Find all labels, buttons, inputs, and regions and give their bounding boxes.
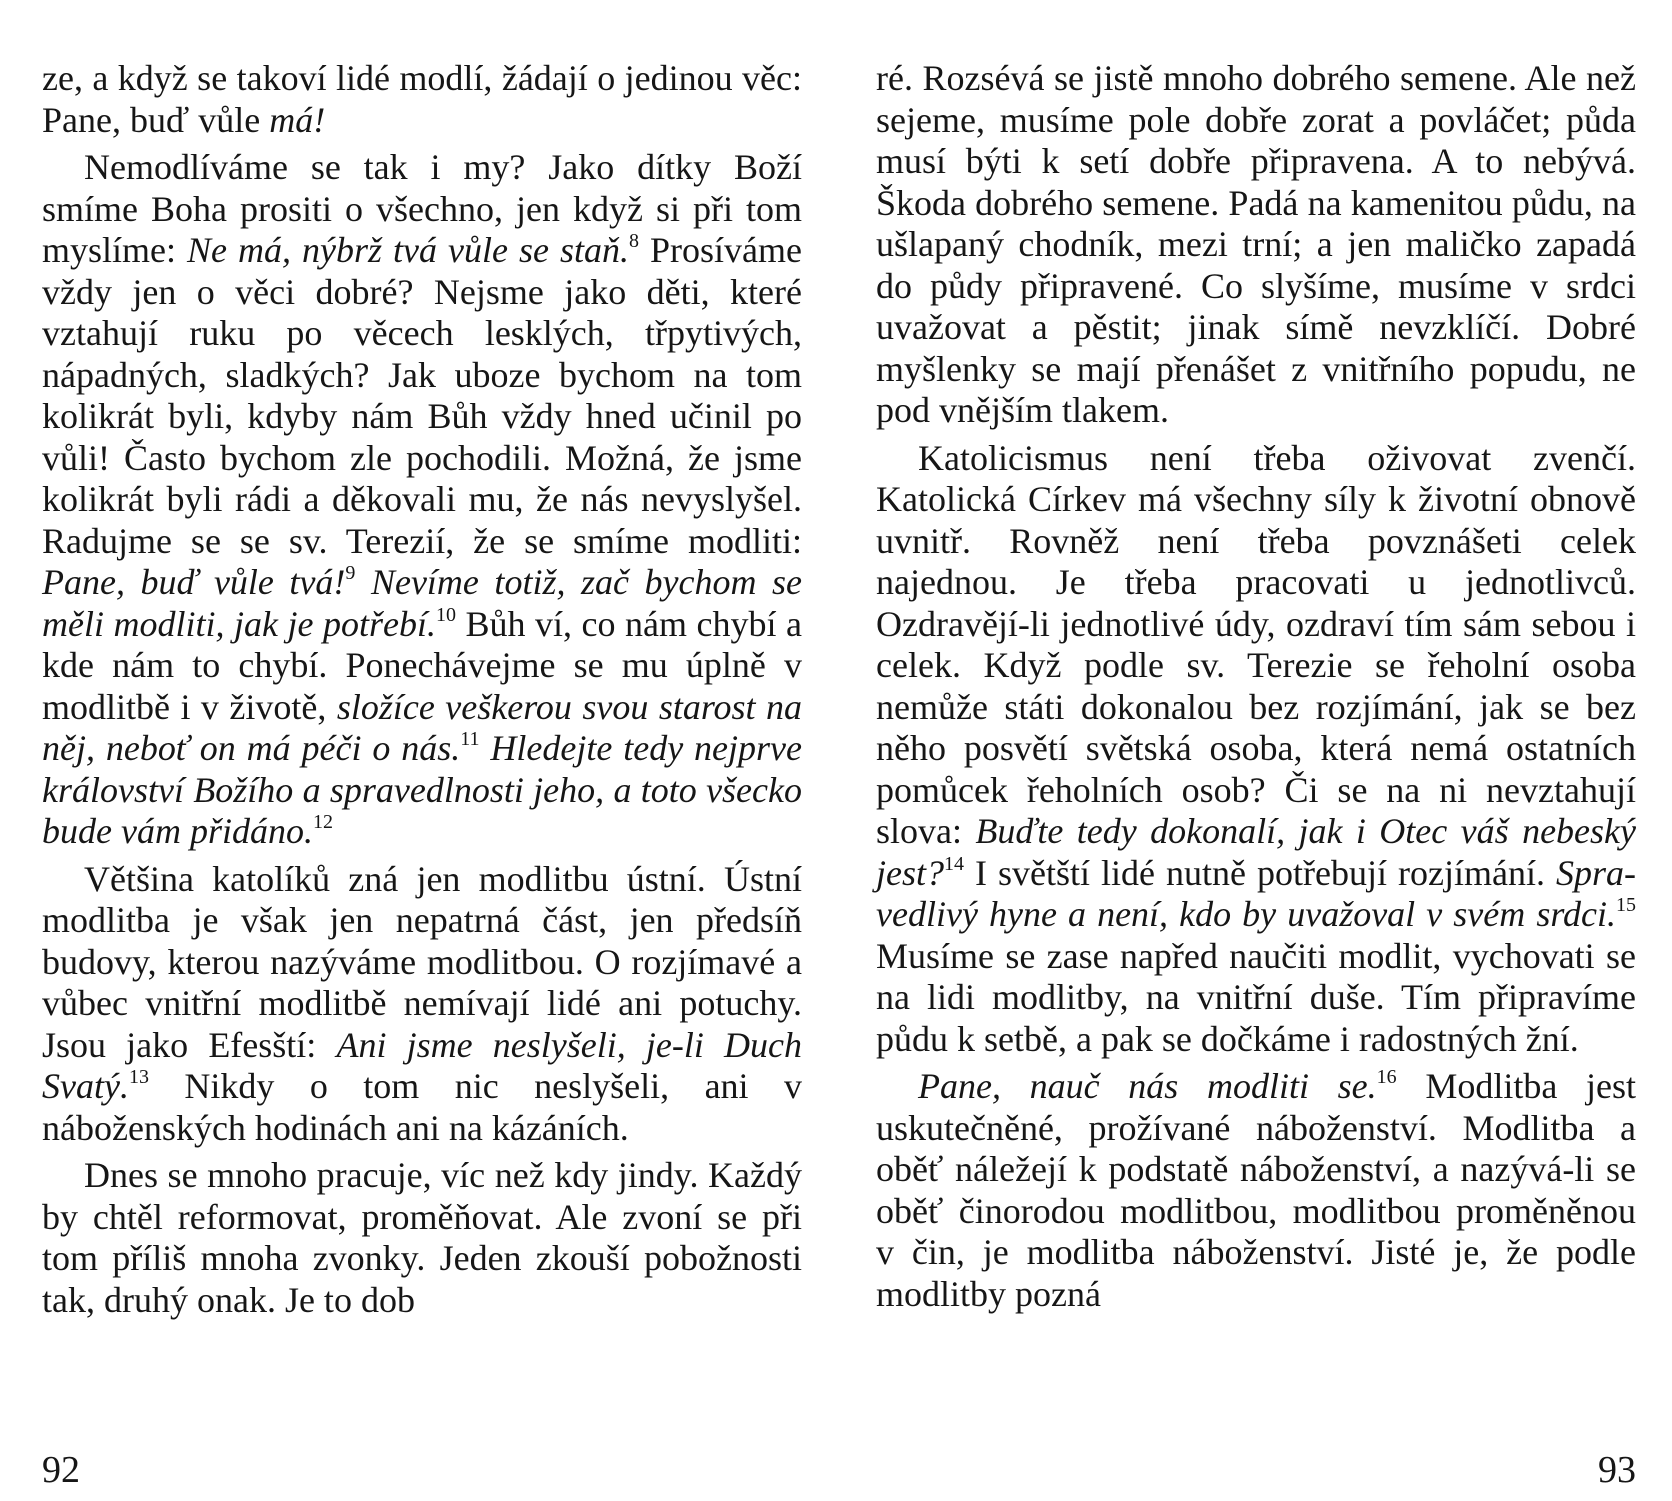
paragraph: [42, 1155, 802, 1321]
text-run: Bůh ví, co nám chybí a kde nám to chybí. Ponechávejme se mu úplně v modlitbě i v životě,: [42, 603, 802, 727]
italic-run: Ne má, nýbrž tvá vůle se staň.: [187, 230, 629, 270]
italic-run: Spravedlivý hyne a není, kdo by uvažoval v svém srdci.: [876, 852, 1636, 934]
footnote-ref: 14: [944, 852, 964, 875]
footnote-ref: 13: [128, 1066, 149, 1088]
text-run: Modlitba jest uskutečněné, prožívané náboženství. Modlitba a oběť náležejí k podstatě náboženství, a nazývá-li se oběť činorodou modlitbou, modlitbou proměněnou v čin, je modlitba náboženství. Jisté je, že podle modlitby pozná: [876, 1066, 1636, 1314]
text-run: [355, 562, 371, 602]
text-run: I světští lidé nutně potřebují rozjímání.: [964, 852, 1556, 893]
paragraph: [42, 859, 802, 1150]
left-page: [42, 58, 803, 1491]
right-page: [876, 58, 1636, 1491]
text-run: Katolicismus není třeba oživovat zvenčí. Katolická Církev má všechny síly k životní obnově uvnitř. Rovněž není třeba povznášeti celek najednou. Je třeba pracovati u jednotlivců. Ozdravějí-li jednotlivé údy, ozdraví tím sám sebou i celek. Když podle sv. Terezie se řeholní osoba nemůže státi dokonalou bez rozjímání, jak se bez něho posvětí světská osoba, která nemá ostatních pomůcek řeholních osob? Či se na ni nevztahují slova:: [876, 437, 1636, 851]
footnote-ref: 16: [1376, 1066, 1397, 1088]
paragraph: [876, 438, 1636, 1061]
text-run: Nikdy o tom nic neslyšeli, ani v náboženských hodinách ani na kázáních.: [42, 1066, 802, 1148]
italic-run: Hledejte tedy nejprve království Božího a spravedlnosti jeho, a toto všecko bude vám přidáno.: [42, 728, 802, 851]
page-number-right: 93: [1598, 1449, 1636, 1491]
page-number-left: 92: [42, 1449, 80, 1491]
text-run: ré. Rozsévá se jistě mnoho dobrého semene. Ale než sejeme, musíme pole dobře zorat a povláčet; půda musí býti k setí dobře připravena. A to nebývá. Škoda dobrého semene. Padá na kamenitou půdu, na ušlapaný chodník, mezi trní; a jen maličko zapadá do půdy připravené. Co slyšíme, musíme v srdci uvažovat a pěstit; jinak símě nevzklíčí. Dobré myšlenky se mají přenášet z vnitřního popudu, ne pod vnějším tlakem.: [876, 58, 1636, 430]
italic-run: Nevíme totiž, zač bychom se měli modliti, jak je potřebí.: [42, 562, 802, 644]
left-page-text: [42, 58, 802, 1321]
paragraph: [42, 58, 802, 141]
footnote-ref: 9: [345, 562, 356, 584]
italic-run: Buďte tedy dokonalí, jak i Otec váš nebeský jest?: [876, 811, 1636, 893]
footnote-ref: 10: [435, 603, 456, 626]
footnote-ref: 15: [1616, 894, 1636, 916]
text-run: ze, a když se takoví lidé modlí, žádají o jedinou věc: Pane, buď vůle: [42, 58, 802, 140]
text-run: Nemodlíváme se tak i my? Jako dítky Boží smíme Boha prositi o všechno, jen když si při tom myslíme:: [42, 147, 802, 270]
paragraph: [876, 58, 1636, 432]
italic-run: Pane, nauč nás modliti se.: [918, 1066, 1377, 1106]
text-run: [480, 728, 491, 768]
italic-run: má!: [269, 99, 326, 140]
text-run: Většina katolíků zná jen modlitbu ústní. Ústní modlitba je však jen nepatrná část, jen předsíň budovy, kterou nazýváme modlitbou. O rozjímavé a vůbec vnitřní modlitbě nemívají lidé ani potuchy. Jsou jako Efesští:: [42, 858, 802, 1065]
footnote-ref: 12: [312, 811, 333, 833]
right-page-text: [876, 58, 1636, 1315]
text-run: Dnes se mnoho pracuje, víc než kdy jindy. Každý by chtěl reformovat, proměňovat. Ale zvoní se při tom příliš mnoha zvonky. Jeden zkouší pobožnosti tak, druhý onak. Je to dob: [42, 1155, 802, 1320]
italic-run: Pane, buď vůle tvá!: [42, 562, 346, 602]
paragraph: [876, 1066, 1636, 1315]
text-run: Prosíváme vždy jen o věci dobré? Nejsme jako děti, které vztahují ruku po věcech lesklých, třpytivých, nápadných, sladkých? Jak uboze bychom na tom kolikrát byli, kdyby nám Bůh vždy hned učinil po vůli! Často bychom zle pochodili. Možná, že jsme kolikrát byli rádi a děkovali mu, že nás nevyslyšel. Radujme se se sv. Terezií, že se smíme modliti:: [42, 230, 802, 561]
footnote-ref: 11: [460, 728, 480, 750]
text-run: Musíme se zase napřed naučiti modlit, vychovati se na lidi modlitby, na vnitřní duše. Tím připravíme půdu k setbě, a pak se dočkáme i radostných žní.: [876, 935, 1636, 1059]
paragraph: [42, 147, 802, 853]
italic-run: složíce veškerou svou starost na něj, neboť on má péči o nás.: [42, 686, 802, 768]
footnote-ref: 8: [629, 230, 639, 252]
italic-run: Ani jsme neslyšeli, je-li Duch Svatý.: [42, 1024, 803, 1106]
